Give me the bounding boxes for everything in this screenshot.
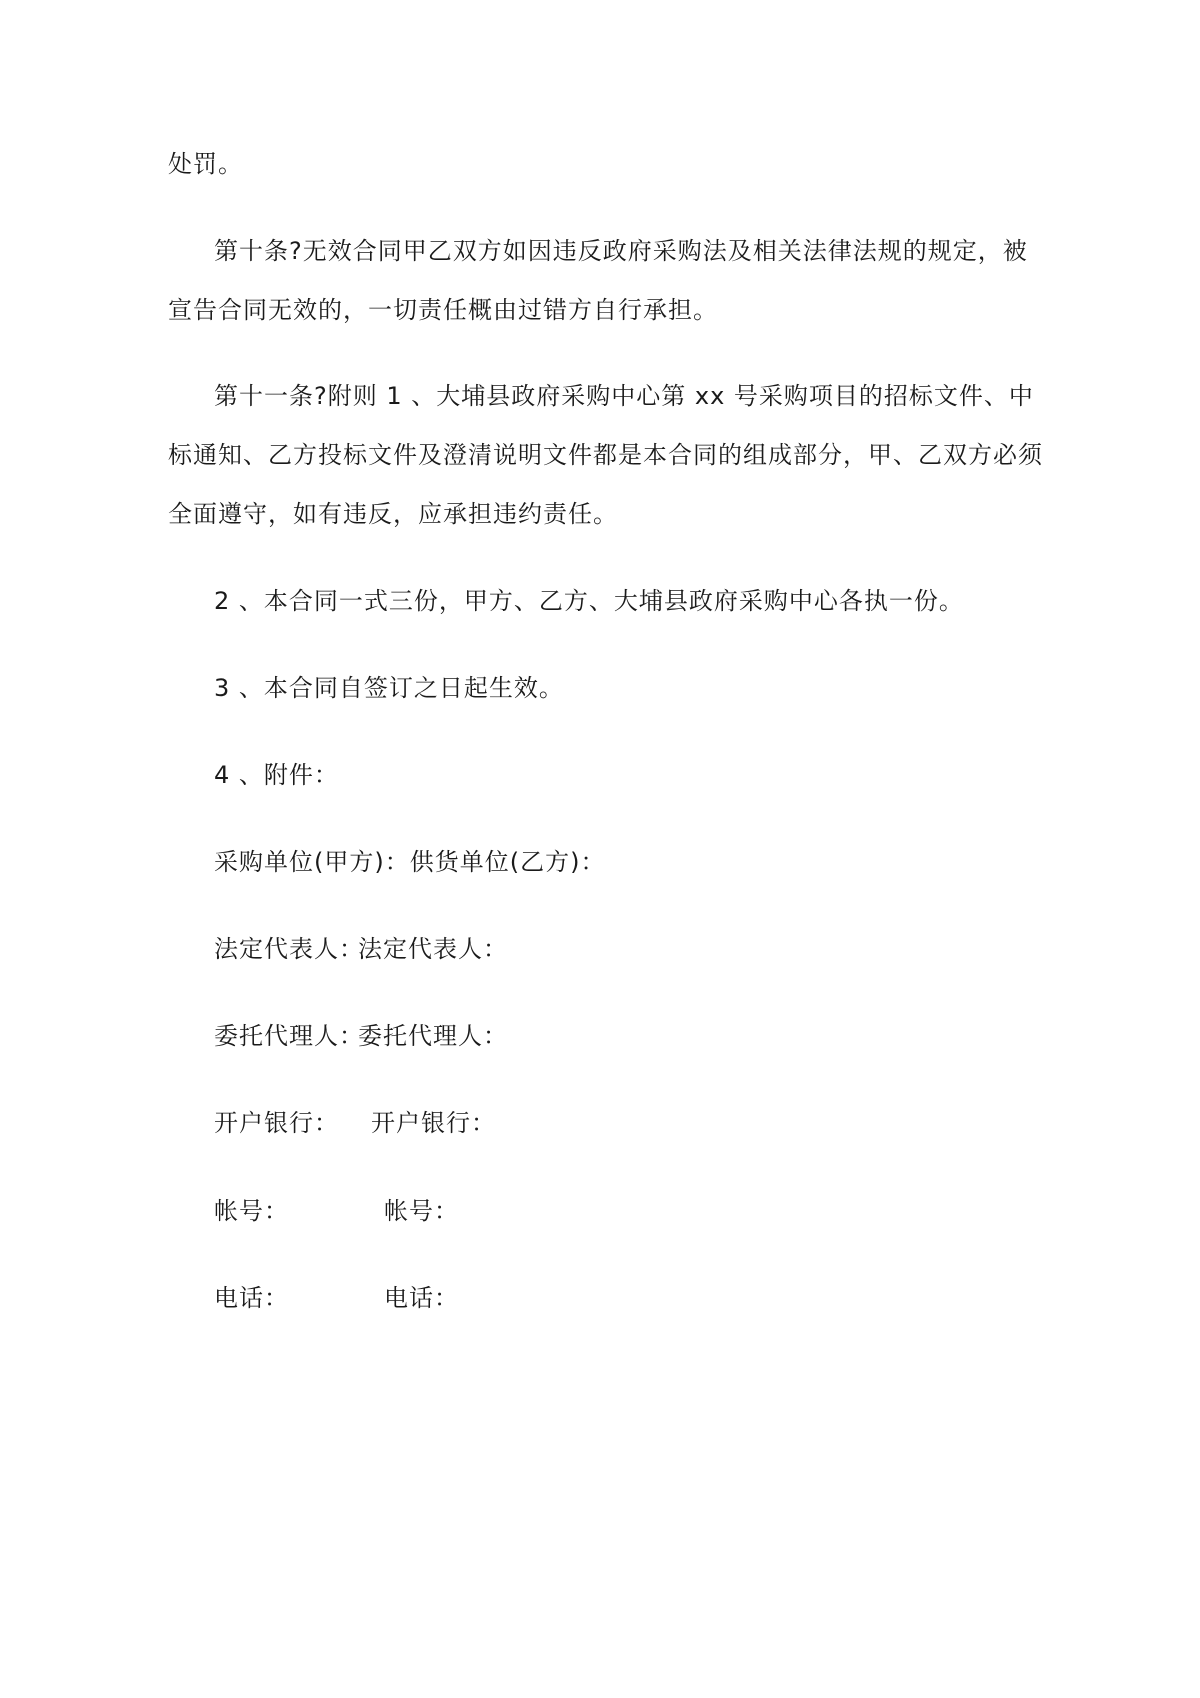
article-11-line-3: 全面遵守，如有违反，应承担违约责任。 — [168, 500, 618, 528]
phone-label-b: 电话： — [384, 1284, 459, 1312]
legal-rep-label-a: 法定代表人： — [214, 935, 364, 963]
bank-label-b: 开户银行： — [371, 1109, 496, 1137]
account-label-a: 帐号： — [214, 1197, 289, 1225]
purchaser-supplier-label: 采购单位(甲方)：供货单位(乙方)： — [214, 848, 606, 876]
phone-label-a: 电话： — [214, 1284, 289, 1312]
account-label-b: 帐号： — [384, 1197, 459, 1225]
article-11-line-2: 标通知、乙方投标文件及澄清说明文件都是本合同的组成部分，甲、乙双方必须 — [168, 441, 1043, 469]
article-11-line-1: 第十一条?附则 1 、大埔县政府采购中心第 xx 号采购项目的招标文件、中 — [214, 382, 1034, 410]
clause-4-attachments: 4 、附件： — [214, 761, 339, 789]
agent-label-a: 委托代理人： — [214, 1022, 364, 1050]
article-10-line-2: 宣告合同无效的，一切责任概由过错方自行承担。 — [168, 296, 718, 324]
agent-label-b: 委托代理人： — [358, 1022, 508, 1050]
clause-3: 3 、本合同自签订之日起生效。 — [214, 674, 564, 702]
bank-label-a: 开户银行： — [214, 1109, 339, 1137]
legal-rep-label-b: 法定代表人： — [358, 935, 508, 963]
paragraph-line: 处罚。 — [168, 150, 243, 178]
clause-2: 2 、本合同一式三份，甲方、乙方、大埔县政府采购中心各执一份。 — [214, 587, 964, 615]
article-10-line-1: 第十条?无效合同甲乙双方如因违反政府采购法及相关法律法规的规定，被 — [214, 237, 1028, 265]
